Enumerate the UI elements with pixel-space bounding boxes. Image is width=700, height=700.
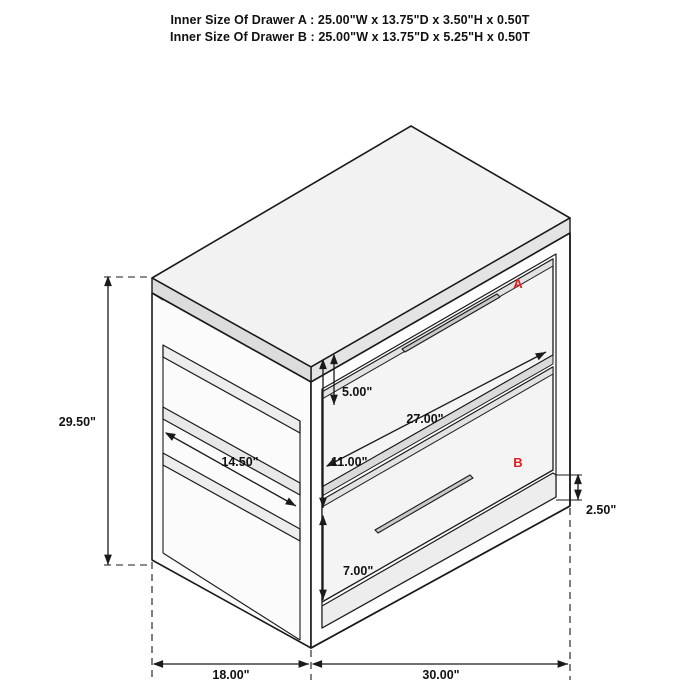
callout-drawer-b: B (513, 455, 523, 470)
label-lower-opening: 7.00" (343, 564, 374, 578)
label-base-height: 2.50" (586, 503, 617, 517)
label-bottom-depth: 18.00" (212, 668, 250, 682)
dimension-total-height (59, 277, 150, 565)
label-upper-opening: 5.00" (342, 385, 373, 399)
header-line-1: Inner Size Of Drawer A : 25.00"W x 13.75"D x 3.50"H x 0.50T (170, 13, 530, 27)
header-line-2: Inner Size Of Drawer B : 25.00"W x 13.75"D x 5.25"H x 0.50T (170, 30, 530, 44)
label-mid-opening: 11.00" (331, 455, 368, 469)
label-front-width: 27.00" (406, 412, 444, 426)
callout-drawer-a: A (513, 276, 523, 291)
label-side-depth: 14.50" (221, 455, 259, 469)
label-bottom-width: 30.00" (422, 668, 460, 682)
label-total-height: 29.50" (58, 415, 96, 429)
